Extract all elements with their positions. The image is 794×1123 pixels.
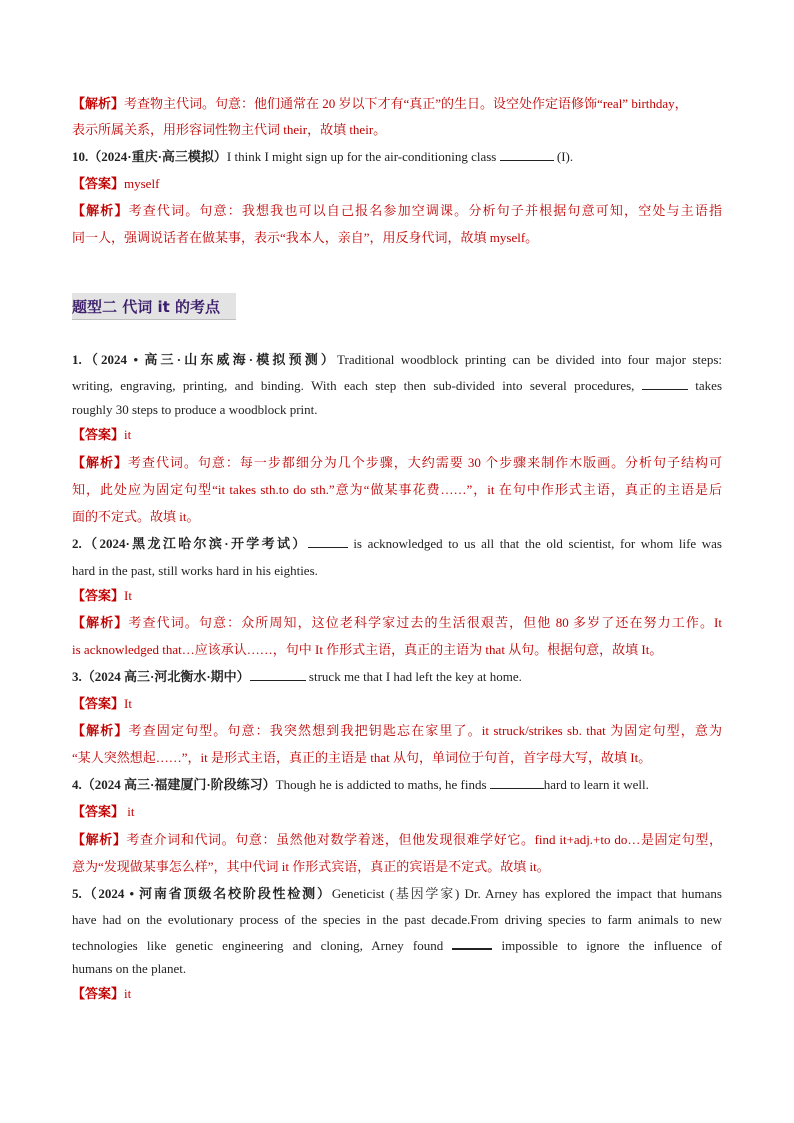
q1-stem-line2	[72, 377, 722, 395]
q3-analysis-text: 考查固定句型。句意：我突然想到我把钥匙忘在家里了。it struck/strikes sb. that 为固定句型，意为	[128, 723, 722, 738]
q5-stem-text: Geneticist (基因学家) Dr. Arney has explored the impact that humans	[331, 886, 722, 901]
answer-blank	[642, 377, 688, 390]
q5-stem-text: impossible to ignore the influence of	[501, 938, 723, 953]
q10-number: 10.	[72, 149, 89, 164]
q1-analysis-line3: 面的不定式。故填 it。	[72, 509, 200, 524]
answer-blank	[308, 535, 348, 548]
q10-stem	[72, 148, 722, 166]
q2-analysis-text: 考查代词。句意：众所周知，这位老科学家过去的生活很艰苦，但他 80 多岁了还在努力工作。It	[128, 615, 722, 630]
q1-analysis-text: 考查代词。句意：每一步都细分为几个步骤，大约需要 30 个步骤来制作木版画。分析句子结构可	[127, 455, 722, 470]
q2-stem-line1	[72, 535, 722, 553]
q4-stem-text: hard to learn it well.	[543, 777, 649, 792]
answer-label: 【答案】	[72, 176, 125, 191]
q2-number: 2.	[72, 536, 82, 551]
q3-stem-line1	[72, 668, 722, 686]
q2-source: （2024·黑龙江哈尔滨·开学考试）	[81, 536, 308, 551]
q1-stem-line1	[72, 351, 722, 369]
q4-answer	[72, 803, 722, 821]
q1-stem-text: Traditional woodblock printing can be divided into four major steps:	[337, 352, 722, 367]
q3-analysis-line2: “某人突然想起……”，it 是形式主语，真正的主语是 that 从句，单词位于句首，首字母大写，故填 It。	[72, 750, 652, 765]
q4-stem-text: Though he is addicted to maths, he finds	[275, 777, 487, 792]
q5-answer-value: it	[124, 986, 132, 1001]
q10-answer-value: myself	[124, 176, 160, 191]
q1-answer-value: it	[124, 427, 132, 442]
q1-stem-line3: roughly 30 steps to produce a woodblock print.	[72, 402, 318, 417]
q2-stem-line2: hard in the past, still works hard in his eighties.	[72, 563, 318, 578]
q1-source: （2024 • 高三·山东威海·模拟预测）	[81, 352, 338, 367]
section-title: 题型二 代词 it 的考点	[72, 298, 220, 316]
answer-blank	[250, 668, 306, 681]
answer-label: 【答案】	[72, 986, 125, 1001]
q5-stem-line2: have had on the evolutionary process of the species in the past decade.From driving species to farm animals to new	[72, 912, 722, 927]
q10-stem-text: I think I might sign up for the air-conditioning class	[226, 149, 497, 164]
q2-analysis-line1	[72, 614, 722, 632]
q5-stem-line1	[72, 885, 722, 903]
q4-number: 4.	[72, 777, 82, 792]
q10-source: （2024·重庆·高三模拟）	[88, 149, 227, 164]
q9-analysis-text: 考查物主代词。句意：他们通常在 20 岁以下才有“真正”的生日。设空处作定语修饰“real” birthday，	[124, 96, 688, 111]
q2-analysis-line2: is acknowledged that…应该承认……，句中 It 作形式主语，真正的主语为 that 从句。根据句意，故填 It。	[72, 642, 663, 657]
q3-analysis-line1	[72, 722, 722, 740]
q3-source: （2024 高三·河北衡水·期中）	[81, 669, 250, 684]
answer-blank	[500, 148, 554, 161]
q3-number: 3.	[72, 669, 82, 684]
q5-stem-text: technologies like genetic engineering and cloning, Arney found	[72, 938, 444, 953]
q4-analysis-text: 考查介词和代词。句意：虽然他对数学着迷，但他发现很难学好它。find it+adj.+to do…是固定句型，	[126, 832, 722, 847]
q4-source: （2024 高三·福建厦门·阶段练习）	[81, 777, 276, 792]
q2-stem-text: is acknowledged to us all that the old scientist, for whom life was	[353, 536, 722, 551]
answer-label: 【答案】	[72, 427, 125, 442]
q9-analysis-line2: 表示所属关系，用形容词性物主代词 their，故填 their。	[72, 122, 387, 137]
q5-source: （2024 • 河南省顶级名校阶段性检测）	[81, 886, 332, 901]
q4-stem-line1	[72, 776, 722, 794]
q4-analysis-line2: 意为“发现做某事怎么样”，其中代词 it 作形式宾语，真正的宾语是不定式。故填 it。	[72, 859, 550, 874]
q4-analysis-line1	[72, 831, 722, 849]
q3-answer-value: It	[124, 696, 132, 711]
q5-stem-line4: humans on the planet.	[72, 961, 187, 976]
q10-analysis-line2: 同一人，强调说话者在做某事，表示“我本人，亲自”，用反身代词，故填 myself。	[72, 230, 539, 245]
analysis-label: 【解析】	[72, 455, 128, 470]
analysis-label: 【解析】	[72, 615, 129, 630]
q4-answer-value: it	[127, 804, 135, 819]
q2-answer	[72, 587, 722, 605]
q1-stem-text: takes	[695, 378, 723, 393]
q1-number: 1.	[72, 352, 82, 367]
q1-answer	[72, 426, 722, 444]
q10-analysis-line1	[72, 202, 722, 220]
answer-label: 【答案】	[72, 588, 125, 603]
q9-analysis-line1	[72, 95, 722, 113]
q10-answer	[72, 175, 722, 193]
q1-analysis-line1	[72, 454, 722, 472]
q1-analysis-line2: 知，此处应为固定句型“it takes sth.to do sth.”意为“做某事花费……”，it 在句中作形式主语，真正的主语是后	[72, 482, 722, 497]
q10-stem-tail: (I).	[556, 149, 574, 164]
analysis-label: 【解析】	[72, 96, 125, 111]
answer-label: 【答案】	[72, 804, 125, 819]
q10-analysis-text: 考查代词。句意：我想我也可以自己报名参加空调课。分析句子并根据句意可知，空处与主语指	[128, 203, 722, 218]
q3-stem-text: struck me that I had left the key at home.	[308, 669, 522, 684]
q5-number: 5.	[72, 886, 82, 901]
analysis-label: 【解析】	[72, 723, 129, 738]
analysis-label: 【解析】	[72, 832, 127, 847]
analysis-label: 【解析】	[72, 203, 129, 218]
q1-stem-text: writing, engraving, printing, and binding. With each step then sub-divided into several procedures,	[72, 378, 635, 393]
q3-answer	[72, 695, 722, 713]
q5-stem-line3	[72, 936, 722, 955]
q2-answer-value: It	[124, 588, 132, 603]
answer-blank	[452, 936, 492, 950]
answer-blank	[490, 776, 544, 789]
answer-label: 【答案】	[72, 696, 125, 711]
section-heading	[72, 293, 236, 320]
q5-answer	[72, 985, 722, 1003]
